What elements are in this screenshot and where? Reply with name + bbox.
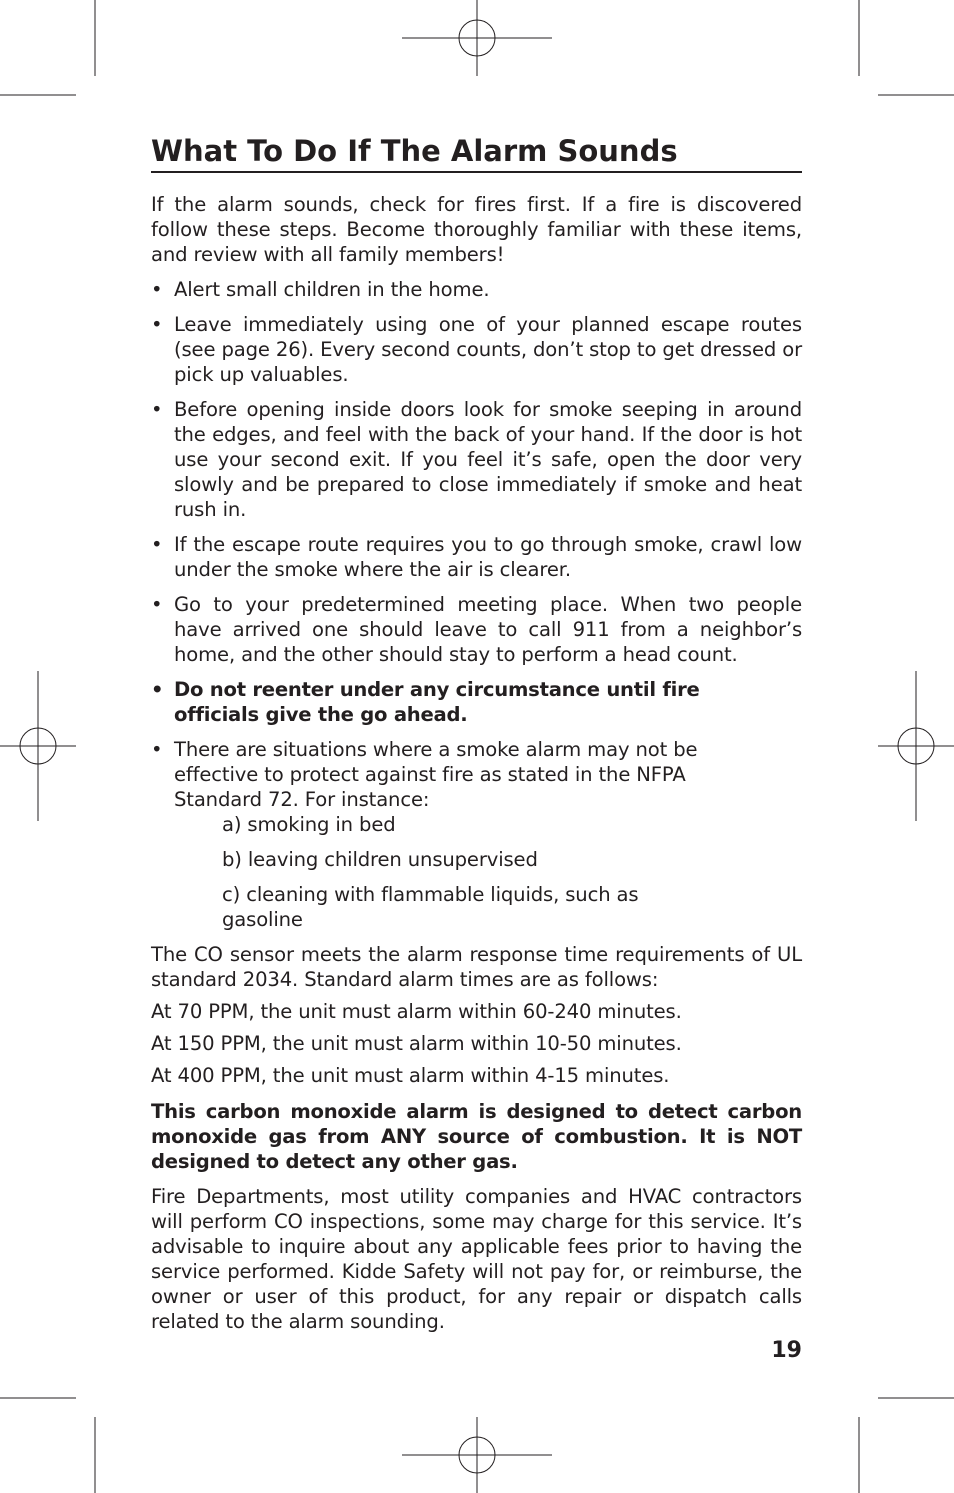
list-item-text: If the escape route requires you to go through smoke, crawl low under the smoke where the air is clearer. <box>174 533 802 581</box>
service-paragraph: Fire Departments, most utility companies and HVAC contractors will perform CO inspections, some may charge for this service. It’s advisable to inquire about any applicable fees prior to having the service performed. Kidde Safety will not pay for, or reimburse, the owner or user of this product, for any repair or dispatch calls related to the alarm sounding. <box>151 1185 802 1333</box>
bullet: • <box>151 533 163 556</box>
list-item <box>151 397 802 522</box>
list-item <box>151 532 802 582</box>
list-item-text: Leave immediately using one of your planned escape routes (see page 26). Every second counts, don’t stop to get dressed or pick up valuables. <box>174 313 802 386</box>
co-sensor-paragraph: The CO sensor meets the alarm response time requirements of UL standard 2034. Standard alarm times are as follows: <box>151 943 802 991</box>
page-title: What To Do If The Alarm Sounds <box>151 132 802 173</box>
intro-paragraph: If the alarm sounds, check for fires first. If a fire is discovered follow these steps. Become thoroughly familiar with these items, and review with all family members! <box>151 193 802 266</box>
bullet: • <box>151 593 163 616</box>
list-item-text: Go to your predetermined meeting place. When two people have arrived one should leave to call 911 from a neighbor’s home, and the other should stay to perform a head count. <box>174 593 802 666</box>
alarm-time-line: At 150 PPM, the unit must alarm within 10-50 minutes. <box>151 1032 682 1055</box>
list-item-text: Do not reenter under any circumstance until fire officials give the go ahead. <box>174 678 700 726</box>
list-item <box>151 312 802 387</box>
list-item <box>151 592 802 667</box>
registration-mark-right <box>878 671 954 821</box>
list-item-bold-warning <box>151 677 802 727</box>
list-item <box>151 737 802 932</box>
bullet: • <box>151 738 163 761</box>
list-item-text: There are situations where a smoke alarm may not be effective to protect against fire as stated in the NFPA Standard 72. For instance: <box>174 738 698 811</box>
page-number: 19 <box>771 1338 802 1363</box>
alarm-steps-list <box>151 277 802 932</box>
alarm-time-line: At 400 PPM, the unit must alarm within 4-15 minutes. <box>151 1064 670 1087</box>
bullet: • <box>151 398 163 421</box>
registration-mark-left <box>0 671 76 821</box>
registration-mark-bottom <box>402 1417 552 1493</box>
list-item <box>151 277 802 302</box>
sub-item: b) leaving children unsupervised <box>222 848 538 871</box>
co-warning-paragraph: This carbon monoxide alarm is designed to detect carbon monoxide gas from ANY source of combustion. It is NOT designed to detect any other gas. <box>151 1100 802 1173</box>
bullet: • <box>151 678 164 701</box>
bullet: • <box>151 313 163 336</box>
alarm-time-line: At 70 PPM, the unit must alarm within 60-240 minutes. <box>151 1000 682 1023</box>
manual-page <box>151 132 802 1334</box>
list-item-text: Before opening inside doors look for smoke seeping in around the edges, and feel with the back of your hand. If the door is hot use your second exit. If you feel it’s safe, open the door very slowly and be prepared to close immediately if smoke and heat rush in. <box>174 398 802 521</box>
sub-item: a) smoking in bed <box>222 813 396 836</box>
sub-item: c) cleaning with flammable liquids, such as gasoline <box>222 883 639 931</box>
bullet: • <box>151 278 163 301</box>
registration-mark-top <box>402 0 552 76</box>
list-item-text: Alert small children in the home. <box>174 278 490 301</box>
